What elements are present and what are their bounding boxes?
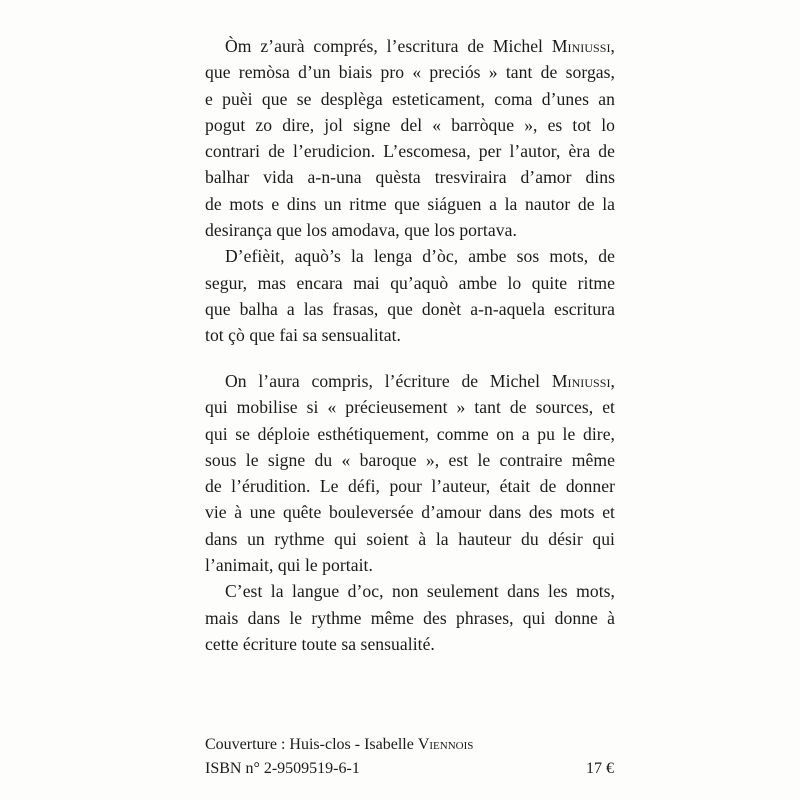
text-line: l’animait, qui le portait. [205,555,373,576]
text-line: e puèi que se desplèga esteticament, coma d’unes an [205,88,615,109]
text-line: de l’érudition. Le défi, pour l’auteur, était de donner [205,476,615,497]
text-line: balhar vida a-n-una quèsta tresviraira d’amor dins [205,167,615,188]
text-line: que balha a las frasas, que donèt a-n-aquela escritura [205,298,615,319]
text-segment: On l’aura compris, l’écriture de Michel [225,371,552,391]
text-line: de mots e dins un ritme que siáguen a la nautor de la [205,193,615,214]
text-line: que remòsa d’un biais pro « preciós » tant de sorgas, [205,62,615,83]
occitan-text [205,33,615,349]
author-name: Miniussi [551,36,611,56]
text-line: C’est la langue d’oc, non seulement dans les mots, [225,581,615,602]
text-line: qui mobilise si « précieusement » tant de sources, et [205,397,615,418]
text-line: pogut zo dire, jol signe del « barròque », es tot lo [205,114,615,135]
text-line [205,368,615,394]
text-line [205,33,615,59]
text-line: sous le signe du « baroque », est le contraire même [205,449,615,470]
occitan-paragraph-2 [205,243,615,348]
cover-artist-name: Viennois [417,736,474,753]
text-line: qui se déploie esthétiquement, comme on a pu le dire, [205,423,615,444]
text-line: desirança que los amodava, que los portava. [205,220,517,241]
french-paragraph-2 [205,578,615,657]
text-line: dans un rythme qui soient à la hauteur du désir qui [205,528,615,549]
text-line: vie à une quête bouleversée d’amour dans des mots et [205,502,615,523]
text-segment: Òm z’aurà comprés, l’escritura de Michel [225,36,552,56]
text-line: D’efièit, aquò’s la lenga d’òc, ambe sos mots, de [225,246,615,267]
french-paragraph-1 [205,368,615,578]
isbn-price-row [205,757,615,781]
text-line: segur, mas encara mai qu’aquò ambe lo quite ritme [205,272,615,293]
author-name: Miniussi [551,371,611,391]
french-text [205,368,615,657]
price: 17 € [586,760,614,777]
occitan-paragraph-1 [205,33,615,243]
cover-credit-text: Couverture : Huis-clos - Isabelle [205,736,418,753]
text-line: mais dans le rythme même des phrases, qui donne à [205,607,615,628]
cover-credit [205,733,615,757]
text-segment: , [610,36,615,56]
isbn-number: ISBN n° 2-9509519-6-1 [205,760,360,777]
text-segment: , [610,371,615,391]
text-line: contrari de l’erudicion. L’escomesa, per l’autor, èra de [205,141,615,162]
text-line: cette écriture toute sa sensualité. [205,633,435,654]
text-line: tot çò que fai sa sensualitat. [205,325,401,346]
